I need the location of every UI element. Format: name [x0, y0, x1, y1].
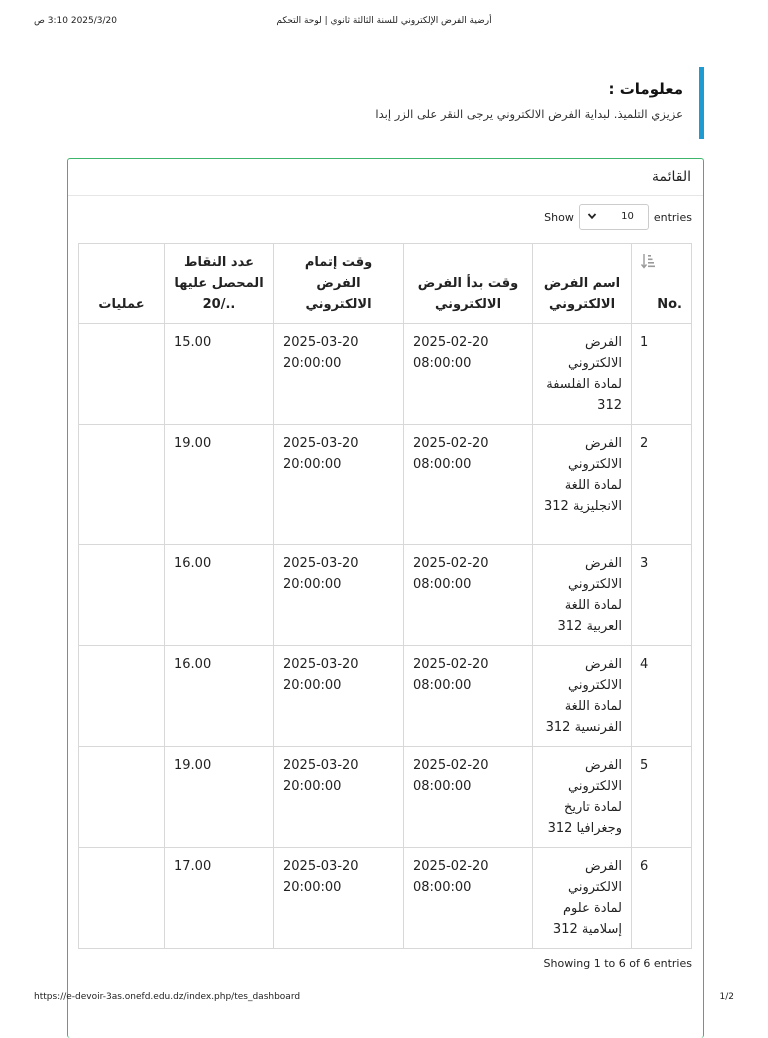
row-actions [79, 646, 165, 747]
column-header-actions: عمليات [79, 244, 165, 324]
page-length-select[interactable] [579, 204, 649, 230]
column-header-no-label: No. [657, 297, 682, 312]
row-start: 2025-02-20 08:00:00 [404, 646, 533, 747]
row-name: الفرض الالكتروني لمادة اللغة العربية 312 [533, 545, 632, 646]
show-label: Show [544, 210, 574, 224]
column-header-start[interactable]: وقت بدأ الفرض الالكتروني [404, 244, 533, 324]
sort-icon [641, 253, 655, 269]
table-row [79, 848, 692, 949]
panel-title: القائمة [68, 159, 703, 196]
row-actions [79, 324, 165, 425]
print-footer [34, 992, 734, 1006]
row-start: 2025-02-20 08:00:00 [404, 747, 533, 848]
row-name: الفرض الالكتروني لمادة الفلسفة 312 [533, 324, 632, 425]
row-no: 5 [632, 747, 692, 848]
row-score: 17.00 [165, 848, 274, 949]
print-header [34, 16, 734, 32]
row-end: 2025-03-20 20:00:00 [274, 848, 404, 949]
print-url: https://e-devoir-3as.onefd.edu.dz/index.php/tes_dashboard [34, 992, 301, 1002]
entries-label: entries [653, 210, 692, 224]
print-page-number: 1/2 [719, 992, 734, 1002]
assignments-table [78, 243, 692, 949]
column-header-no[interactable] [632, 244, 692, 324]
info-alert [354, 67, 704, 139]
row-end: 2025-03-20 20:00:00 [274, 646, 404, 747]
row-score: 16.00 [165, 646, 274, 747]
row-name: الفرض الالكتروني لمادة تاريخ وجغرافيا 312 [533, 747, 632, 848]
row-actions [79, 848, 165, 949]
column-header-name[interactable]: اسم الفرض الالكتروني [533, 244, 632, 324]
row-start: 2025-02-20 08:00:00 [404, 545, 533, 646]
chevron-down-icon [587, 211, 597, 221]
page-length-value: 10 [621, 211, 634, 222]
row-no: 3 [632, 545, 692, 646]
table-row [79, 324, 692, 425]
row-end: 2025-03-20 20:00:00 [274, 425, 404, 545]
row-score: 19.00 [165, 425, 274, 545]
row-name: الفرض الالكتروني لمادة علوم إسلامية 312 [533, 848, 632, 949]
row-score: 19.00 [165, 747, 274, 848]
row-actions [79, 545, 165, 646]
row-no: 4 [632, 646, 692, 747]
row-start: 2025-02-20 08:00:00 [404, 425, 533, 545]
row-actions [79, 425, 165, 545]
row-end: 2025-03-20 20:00:00 [274, 747, 404, 848]
table-info: Showing 1 to 6 of 6 entries [543, 957, 692, 970]
row-no: 2 [632, 425, 692, 545]
row-start: 2025-02-20 08:00:00 [404, 848, 533, 949]
column-header-score[interactable]: عدد النقاط المحصل عليها ../20 [165, 244, 274, 324]
table-header-row [79, 244, 692, 324]
info-text: عزيزي التلميذ. لبداية الفرض الالكتروني يرجى النقر على الزر إبدا [375, 107, 683, 121]
table-row [79, 425, 692, 545]
row-name: الفرض الالكتروني لمادة اللغة الفرنسية 312 [533, 646, 632, 747]
row-no: 6 [632, 848, 692, 949]
row-end: 2025-03-20 20:00:00 [274, 324, 404, 425]
column-header-end[interactable]: وقت إتمام الفرض الالكتروني [274, 244, 404, 324]
table-row [79, 747, 692, 848]
page-length-control [544, 203, 692, 231]
print-page-title: أرضية الفرض الإلكتروني للسنة الثالثة ثانوي | لوحة التحكم [276, 16, 492, 26]
row-start: 2025-02-20 08:00:00 [404, 324, 533, 425]
table-row [79, 545, 692, 646]
row-score: 15.00 [165, 324, 274, 425]
print-datetime: 2025/3/20 3:10 ص [34, 16, 117, 26]
row-end: 2025-03-20 20:00:00 [274, 545, 404, 646]
info-title: معلومات : [608, 80, 683, 98]
row-score: 16.00 [165, 545, 274, 646]
list-panel [67, 158, 704, 1038]
table-row [79, 646, 692, 747]
row-actions [79, 747, 165, 848]
row-name: الفرض الالكتروني لمادة اللغة الانجليزية 312 [533, 425, 632, 545]
row-no: 1 [632, 324, 692, 425]
